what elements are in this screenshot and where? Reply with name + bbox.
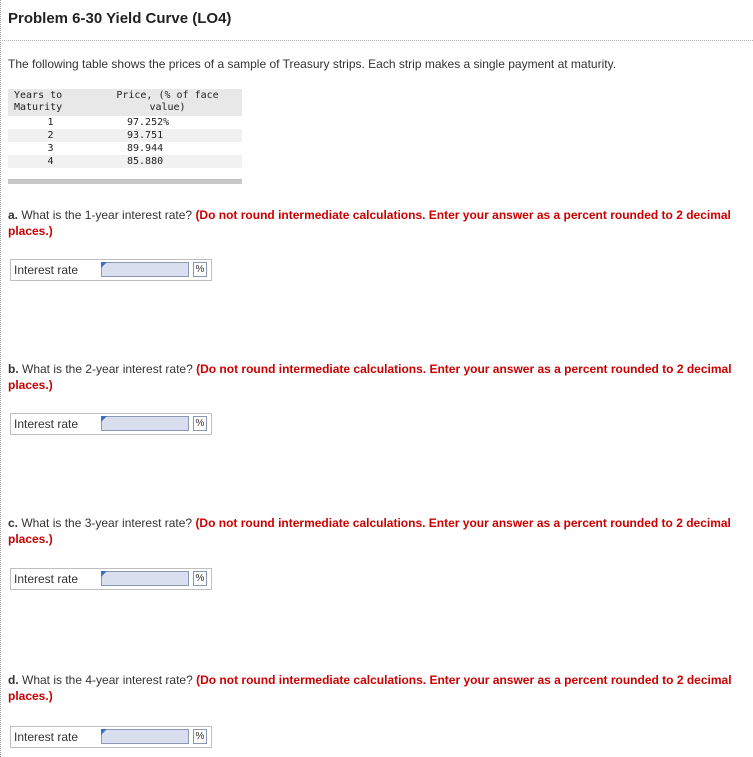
input-flag-icon (101, 416, 107, 422)
table-row (8, 129, 242, 142)
answer-row-b (10, 413, 212, 435)
price-cell: 89.944 (127, 142, 164, 154)
problem-title: Problem 6-30 Yield Curve (LO4) (8, 10, 232, 27)
question-text: What is the 3-year interest rate? (18, 516, 196, 530)
answer-label: Interest rate (14, 572, 79, 586)
table-scrollbar[interactable] (8, 179, 242, 184)
answer-row-d (10, 726, 212, 748)
percent-unit: % (193, 729, 207, 744)
header-price: Price, (% of face value) (93, 89, 242, 116)
percent-unit: % (193, 571, 207, 586)
answer-label: Interest rate (14, 417, 79, 431)
question-letter: d. (8, 673, 19, 687)
table-row (8, 116, 242, 129)
answer-label: Interest rate (14, 730, 79, 744)
question-letter: a. (8, 208, 19, 222)
question-b (8, 361, 750, 393)
question-letter: c. (8, 516, 19, 530)
price-cell: 97.252% (127, 116, 170, 128)
answer-row-a (10, 259, 212, 281)
price-cell: 93.751 (93, 129, 242, 142)
years-cell: 4 (8, 155, 93, 168)
interest-rate-input-d[interactable] (101, 729, 189, 744)
table-row (8, 142, 242, 155)
answer-label: Interest rate (14, 263, 79, 277)
question-instruction: (Do not round intermediate calculations. Enter your answer as a percent rounded to 2 decimal places.) (8, 516, 731, 546)
question-letter: b. (8, 362, 19, 376)
question-a (8, 207, 750, 239)
table-row (8, 155, 242, 168)
price-cell: 85.880 (93, 155, 242, 168)
percent-unit: % (193, 262, 207, 277)
question-text: What is the 1-year interest rate? (18, 208, 196, 222)
interest-rate-input-a[interactable] (101, 262, 189, 277)
question-instruction: (Do not round intermediate calculations. Enter your answer as a percent rounded to 2 decimal places.) (8, 362, 732, 392)
years-cell: 1 (47, 116, 54, 128)
input-flag-icon (101, 729, 107, 735)
question-instruction: (Do not round intermediate calculations. Enter your answer as a percent rounded to 2 decimal places.) (8, 208, 731, 238)
header-years: Years to Maturity (8, 89, 93, 116)
interest-rate-input-c[interactable] (101, 571, 189, 586)
years-cell: 2 (8, 129, 93, 142)
intro-text: The following table shows the prices of a sample of Treasury strips. Each strip makes a single payment at maturity. (8, 57, 617, 71)
input-flag-icon (101, 262, 107, 268)
years-cell: 3 (47, 142, 54, 154)
percent-unit: % (193, 416, 207, 431)
question-c (8, 515, 750, 547)
question-d (8, 672, 750, 704)
strip-prices-table (8, 89, 242, 168)
question-instruction: (Do not round intermediate calculations. Enter your answer as a percent rounded to 2 decimal places.) (8, 673, 732, 703)
title-divider (0, 40, 753, 41)
answer-row-c (10, 568, 212, 590)
input-flag-icon (101, 571, 107, 577)
interest-rate-input-b[interactable] (101, 416, 189, 431)
question-text: What is the 4-year interest rate? (18, 673, 197, 687)
table-header-row (8, 89, 242, 116)
question-text: What is the 2-year interest rate? (18, 362, 197, 376)
